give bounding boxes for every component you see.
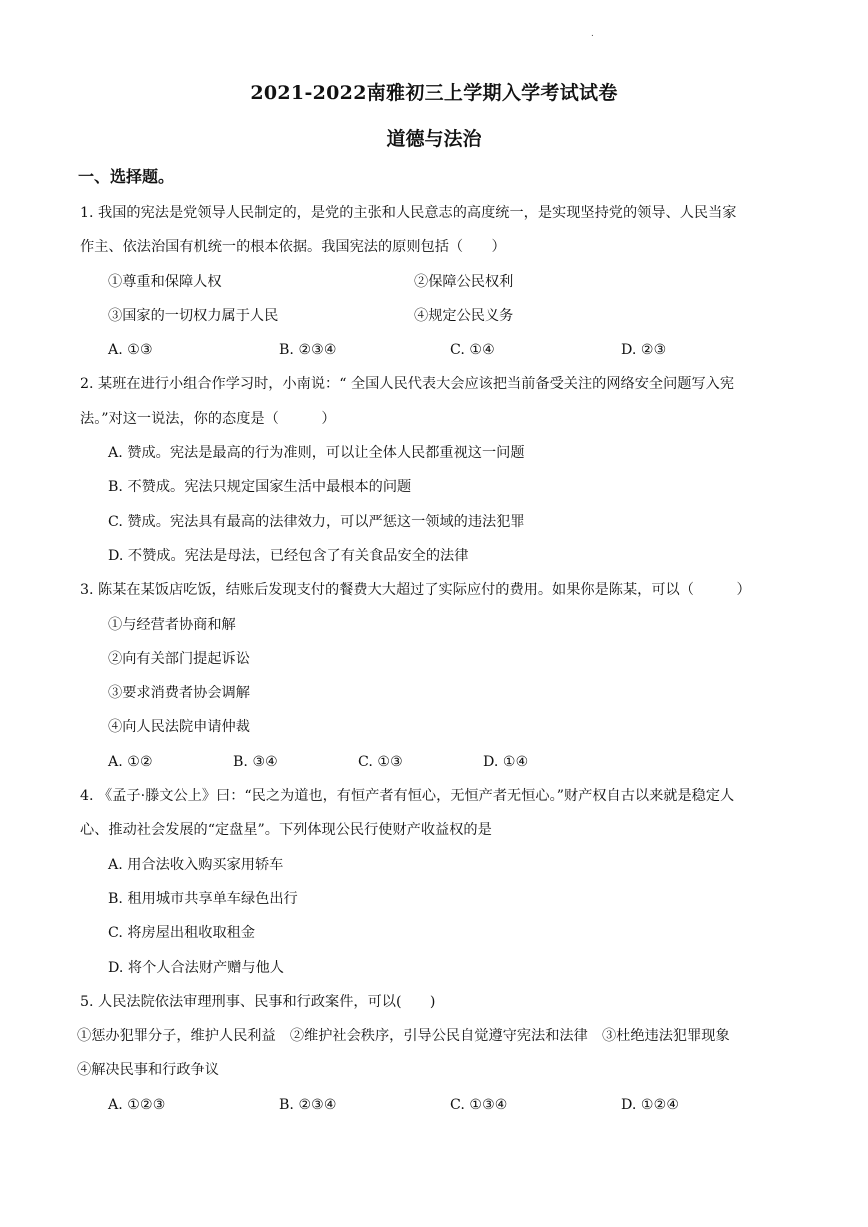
choice-d: D. ②③	[621, 342, 667, 359]
choice-a: A. 用合法收入购买家用轿车	[108, 856, 284, 873]
choice-c: C. 赞成。宪法具有最高的法律效力，可以严惩这一领域的违法犯罪	[108, 513, 525, 530]
choice-c: C. ①③④	[450, 1096, 508, 1113]
question-list	[77, 196, 792, 1122]
statement: ④规定公民义务	[414, 307, 514, 324]
choice-b: B. ②③④	[279, 342, 337, 359]
choice-b: B. ②③④	[279, 1096, 337, 1113]
question-text: 5. 人民法院依法审理刑事、民事和行政案件，可以( )	[80, 993, 436, 1010]
exam-title: 2021-2022南雅初三上学期入学考试试卷	[250, 82, 618, 104]
choice-c: C. ①③	[358, 753, 403, 770]
question-4	[80, 779, 792, 985]
page-dot: .	[591, 28, 594, 39]
choice-c: C. 将房屋出租收取租金	[108, 925, 256, 942]
section-heading: 一、选择题。	[78, 167, 175, 186]
question-3	[80, 573, 792, 779]
choice-b: B. 不赞成。宪法只规定国家生活中最根本的问题	[108, 479, 412, 496]
question-text: 3. 陈某在某饭店吃饭，结账后发现支付的餐费大大超过了实际应付的费用。如果你是陈某，可以（ ）	[80, 582, 751, 599]
statement: ③国家的一切权力属于人民	[108, 307, 279, 324]
choice-d: D. 不赞成。宪法是母法，已经包含了有关食品安全的法律	[108, 547, 469, 564]
choice-row	[80, 1088, 792, 1122]
choice-b: B. ③④	[233, 753, 278, 770]
statement: ②保障公民权利	[414, 273, 514, 290]
choice-a: A. ①②	[108, 753, 153, 770]
question-text: 心、推动社会发展的“定盘星”。下列体现公民行使财产收益权的是	[80, 822, 492, 839]
question-text: 1. 我国的宪法是党领导人民制定的，是党的主张和人民意志的高度统一，是实现坚持党的领导、人民当家	[80, 205, 737, 221]
choice-a: A. 赞成。宪法是最高的行为准则，可以让全体人民都重视这一问题	[108, 445, 525, 462]
statement: ④向人民法院申请仲裁	[108, 719, 250, 736]
choice-c: C. ①④	[450, 342, 495, 359]
statement-row	[80, 265, 792, 299]
question-text: ①惩办犯罪分子，维护人民利益 ②维护社会秩序，引导公民自觉遵守宪法和法律 ③杜绝违法犯罪现象	[77, 1028, 730, 1045]
choice-row	[80, 745, 792, 779]
question-2	[80, 367, 792, 573]
choice-d: D. ①②④	[621, 1096, 680, 1113]
question-text: 4. 《孟子·滕文公上》曰：“民之为道也，有恒产者有恒心，无恒产者无恒心。”财产权自古以来就是稳定人	[80, 788, 735, 805]
statement: ①与经营者协商和解	[108, 616, 236, 633]
choice-d: D. 将个人合法财产赠与他人	[108, 959, 284, 976]
choice-d: D. ①④	[483, 753, 529, 770]
choice-a: A. ①②③	[108, 1096, 166, 1113]
choice-a: A. ①③	[108, 342, 153, 359]
question-text: 2. 某班在进行小组合作学习时，小南说：“ 全国人民代表大会应该把当前备受关注的网络安全问题写入宪	[80, 376, 735, 393]
exam-subject: 道德与法治	[386, 128, 482, 150]
question-1	[80, 196, 792, 367]
question-5	[77, 985, 792, 1122]
choice-b: B. 租用城市共享单车绿色出行	[108, 890, 298, 907]
question-text: ④解决民事和行政争议	[77, 1062, 219, 1079]
question-text: 作主、依法治国有机统一的根本依据。我国宪法的原则包括（ ）	[80, 239, 506, 256]
statement: ①尊重和保障人权	[108, 273, 222, 290]
statement: ③要求消费者协会调解	[108, 685, 250, 702]
statement: ②向有关部门提起诉讼	[108, 650, 250, 667]
question-text: 法。”对这一说法，你的态度是（ ）	[80, 410, 336, 427]
statement-row	[80, 299, 792, 333]
choice-row	[80, 333, 792, 367]
